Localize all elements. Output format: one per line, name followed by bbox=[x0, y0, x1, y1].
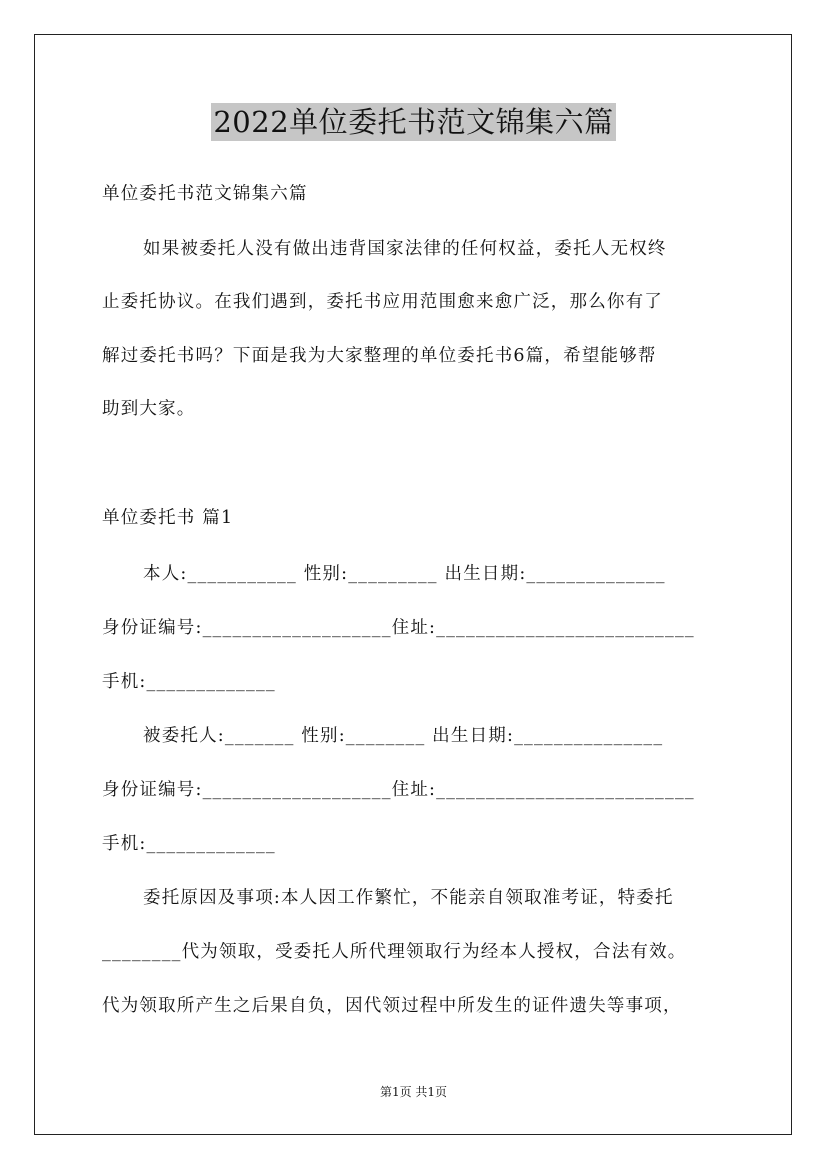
principal-phone-line: 手机:_____________ bbox=[102, 672, 276, 692]
title-container bbox=[0, 103, 827, 141]
paragraph-line: 解过委托书吗？下面是我为大家整理的单位委托书6篇，希望能够帮 bbox=[102, 346, 657, 366]
document-title: 2022单位委托书范文锦集六篇 bbox=[213, 105, 614, 139]
paragraph-line: 代为领取所产生之后果自负，因代领过程中所发生的证件遗失等事项， bbox=[102, 996, 682, 1016]
paragraph-line: 止委托协议。在我们遇到，委托书应用范围愈来愈广泛，那么你有了 bbox=[102, 292, 663, 312]
paragraph-line: 如果被委托人没有做出违背国家法律的任何权益，委托人无权终 bbox=[143, 239, 667, 259]
paragraph-line: ________代为领取，受委托人所代理领取行为经本人授权，合法有效。 bbox=[102, 942, 687, 962]
principal-id-line: 身份证编号:___________________住址:__________________________ bbox=[102, 618, 695, 638]
paragraph-line: 委托原因及事项:本人因工作繁忙，不能亲自领取准考证，特委托 bbox=[143, 888, 674, 908]
page-footer: 第1页 共1页 bbox=[379, 1085, 448, 1099]
agent-info-line: 被委托人:_______ 性别:________ 出生日期:_______________ bbox=[143, 726, 664, 746]
principal-info-line: 本人:___________ 性别:_________ 出生日期:______________ bbox=[143, 564, 666, 584]
agent-id-line: 身份证编号:___________________住址:__________________________ bbox=[102, 780, 695, 800]
agent-phone-line: 手机:_____________ bbox=[102, 834, 276, 854]
paragraph-line: 助到大家。 bbox=[102, 399, 196, 419]
subtitle-line: 单位委托书范文锦集六篇 bbox=[102, 184, 308, 204]
section-heading: 单位委托书 篇1 bbox=[102, 508, 234, 528]
